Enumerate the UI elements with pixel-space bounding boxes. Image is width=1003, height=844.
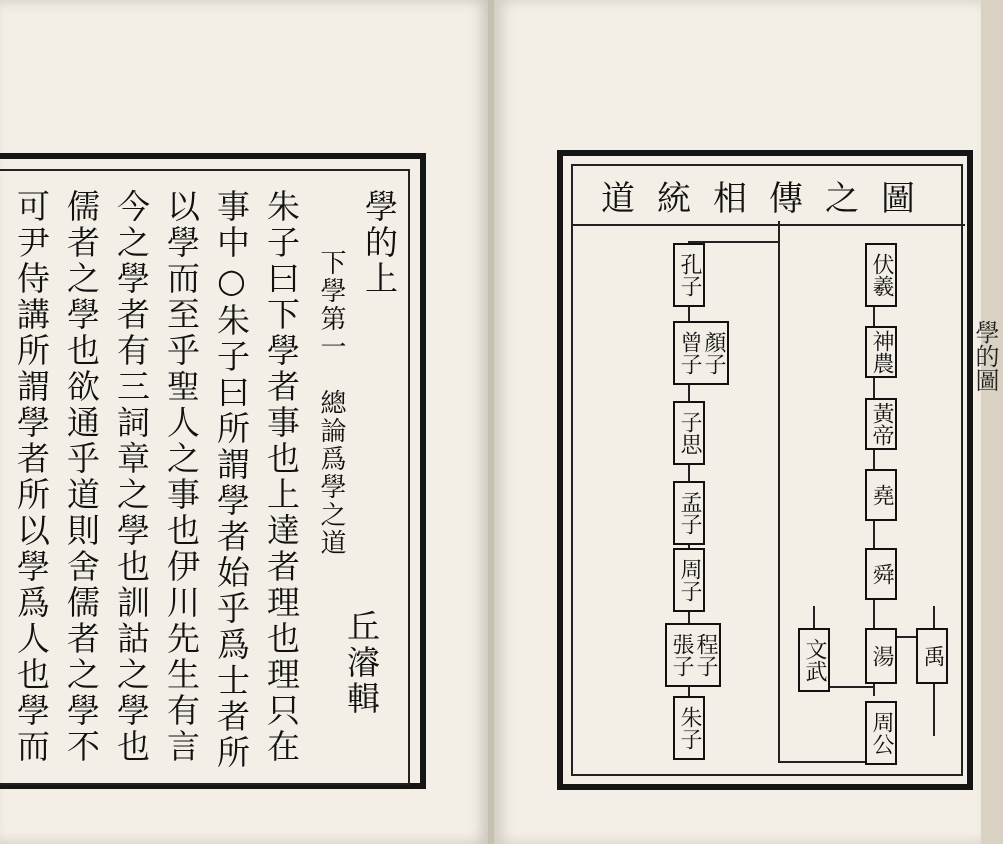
text-frame <box>0 153 426 789</box>
text-column-2: 事中○朱子曰所謂學者始乎爲士者所 <box>212 189 251 771</box>
text-column-6: 可尹侍講所謂學者所以學爲人也學而 <box>12 189 51 765</box>
node-zhuzi: 朱子 <box>673 696 705 760</box>
node-yanzi-zengzi: 顏子曾子 <box>673 321 729 385</box>
compiler-credit: 丘濬輯 <box>342 609 381 717</box>
chart-inner-rule <box>571 164 963 776</box>
node-yu: 禹 <box>916 628 948 684</box>
text-column-3: 以學而至乎聖人之事也伊川先生有言 <box>162 189 201 765</box>
node-huangdi: 黃帝 <box>865 398 897 450</box>
book-title: 學的上 <box>360 189 399 297</box>
left-page <box>0 0 490 844</box>
node-zhougong: 周公 <box>865 701 897 765</box>
chapter-heading: 下學第一 總論爲學之道 <box>316 249 346 557</box>
node-chengzi-zhangzi: 程子張子 <box>665 623 721 687</box>
node-fuxi: 伏羲 <box>865 243 897 307</box>
connector <box>778 221 780 761</box>
node-tang: 湯 <box>865 628 897 684</box>
text-column-4: 今之學者有三詞章之學也訓詁之學也 <box>112 189 151 765</box>
node-kongzi: 孔子 <box>673 243 705 307</box>
node-shennong: 神農 <box>865 326 897 378</box>
text-column-5: 儒者之學也欲通乎道則舍儒者之學不 <box>62 189 101 765</box>
node-shun: 舜 <box>865 548 897 600</box>
node-yao: 堯 <box>865 469 897 521</box>
chart-frame <box>557 150 973 790</box>
node-zisi: 子思 <box>673 401 705 465</box>
node-mengzi: 孟子 <box>673 481 705 545</box>
side-tab-label: 學的圖 <box>971 320 999 392</box>
chart-title-bar <box>573 166 965 226</box>
text-column-1: 朱子曰下學者事也上達者理也理只在 <box>262 189 301 765</box>
node-zhouzi: 周子 <box>673 548 705 612</box>
node-wenwu: 文武 <box>798 628 830 692</box>
connector <box>778 761 878 763</box>
chart-title: 道統相傳之圖 <box>601 178 937 219</box>
